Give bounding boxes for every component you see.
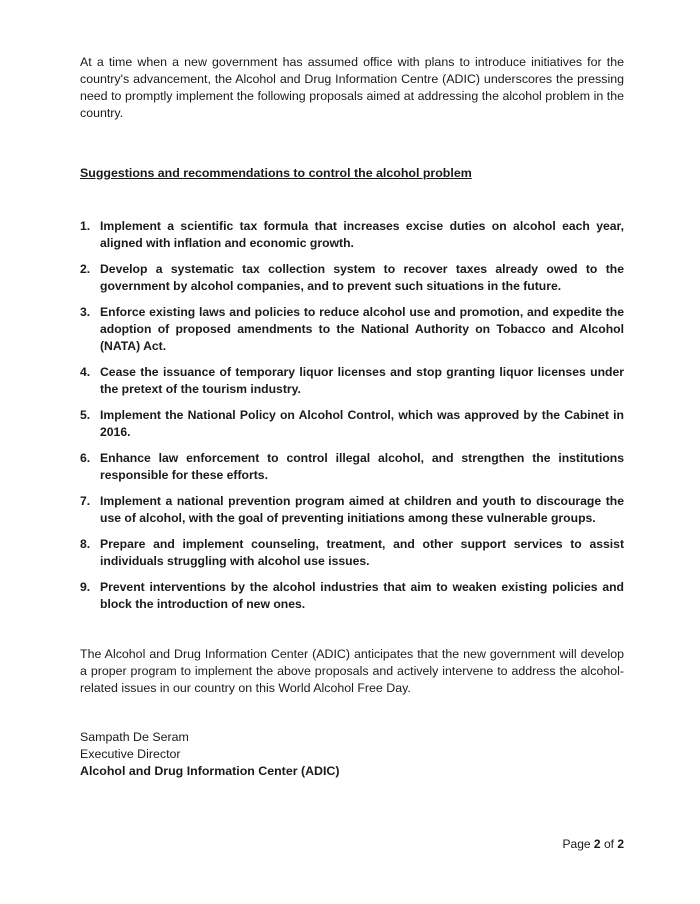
list-item-text: Prepare and implement counseling, treatment, and other support services to assist individuals struggling with alcohol use issues. xyxy=(100,537,624,568)
list-item-number: 6. xyxy=(80,451,91,465)
signatory-name: Sampath De Seram xyxy=(80,730,189,744)
list-item xyxy=(80,261,624,295)
list-item-number: 9. xyxy=(80,580,91,594)
signatory-organization: Alcohol and Drug Information Center (ADIC) xyxy=(80,764,340,778)
page-number-current: 2 xyxy=(593,837,601,851)
list-item-text: Prevent interventions by the alcohol industries that aim to weaken existing policies and block the introduction of new ones. xyxy=(100,580,624,611)
page-number xyxy=(563,837,624,851)
list-item-number: 1. xyxy=(80,219,91,233)
list-item xyxy=(80,579,624,613)
list-item-number: 4. xyxy=(80,365,91,379)
page-number-prefix: Page xyxy=(562,837,591,851)
list-item xyxy=(80,450,624,484)
page-number-total: 2 xyxy=(617,837,624,851)
recommendations-list xyxy=(80,218,624,613)
page-number-of: of xyxy=(603,837,614,851)
list-item-text: Develop a systematic tax collection system to recover taxes already owed to the government by alcohol companies, and to prevent such situations in the future. xyxy=(100,262,624,293)
list-item-text: Enhance law enforcement to control illegal alcohol, and strengthen the institutions responsible for these efforts. xyxy=(100,451,624,482)
list-item xyxy=(80,407,624,441)
list-item-number: 8. xyxy=(80,537,91,551)
list-item-number: 2. xyxy=(80,262,91,276)
intro-paragraph: At a time when a new government has assumed office with plans to introduce initiatives for the country's advancement, the Alcohol and Drug Information Centre (ADIC) underscores the pressing need to promptly implement the following proposals aimed at addressing the alcohol problem in the country. xyxy=(80,55,624,120)
signature-block xyxy=(80,729,624,780)
list-item-text: Implement the National Policy on Alcohol Control, which was approved by the Cabinet in 2016. xyxy=(100,408,624,439)
list-item xyxy=(80,364,624,398)
list-item xyxy=(80,493,624,527)
list-item xyxy=(80,304,624,355)
list-item-text: Implement a national prevention program aimed at children and youth to discourage the use of alcohol, with the goal of preventing initiations among these vulnerable groups. xyxy=(100,494,624,525)
list-item-text: Enforce existing laws and policies to reduce alcohol use and promotion, and expedite the adoption of proposed amendments to the National Authority on Tobacco and Alcohol (NATA) Act. xyxy=(100,305,624,353)
section-heading: Suggestions and recommendations to control the alcohol problem xyxy=(80,166,472,180)
list-item xyxy=(80,536,624,570)
closing-paragraph: The Alcohol and Drug Information Center (ADIC) anticipates that the new government will develop a proper program to implement the above proposals and actively intervene to address the alcohol-related issues in our country on this World Alcohol Free Day. xyxy=(80,647,624,695)
list-item-number: 5. xyxy=(80,408,91,422)
list-item-text: Implement a scientific tax formula that increases excise duties on alcohol each year, aligned with inflation and economic growth. xyxy=(100,219,624,250)
signatory-title: Executive Director xyxy=(80,747,181,761)
list-item xyxy=(80,218,624,252)
list-item-number: 3. xyxy=(80,305,91,319)
list-item-number: 7. xyxy=(80,494,91,508)
list-item-text: Cease the issuance of temporary liquor licenses and stop granting liquor licenses under the pretext of the tourism industry. xyxy=(100,365,624,396)
